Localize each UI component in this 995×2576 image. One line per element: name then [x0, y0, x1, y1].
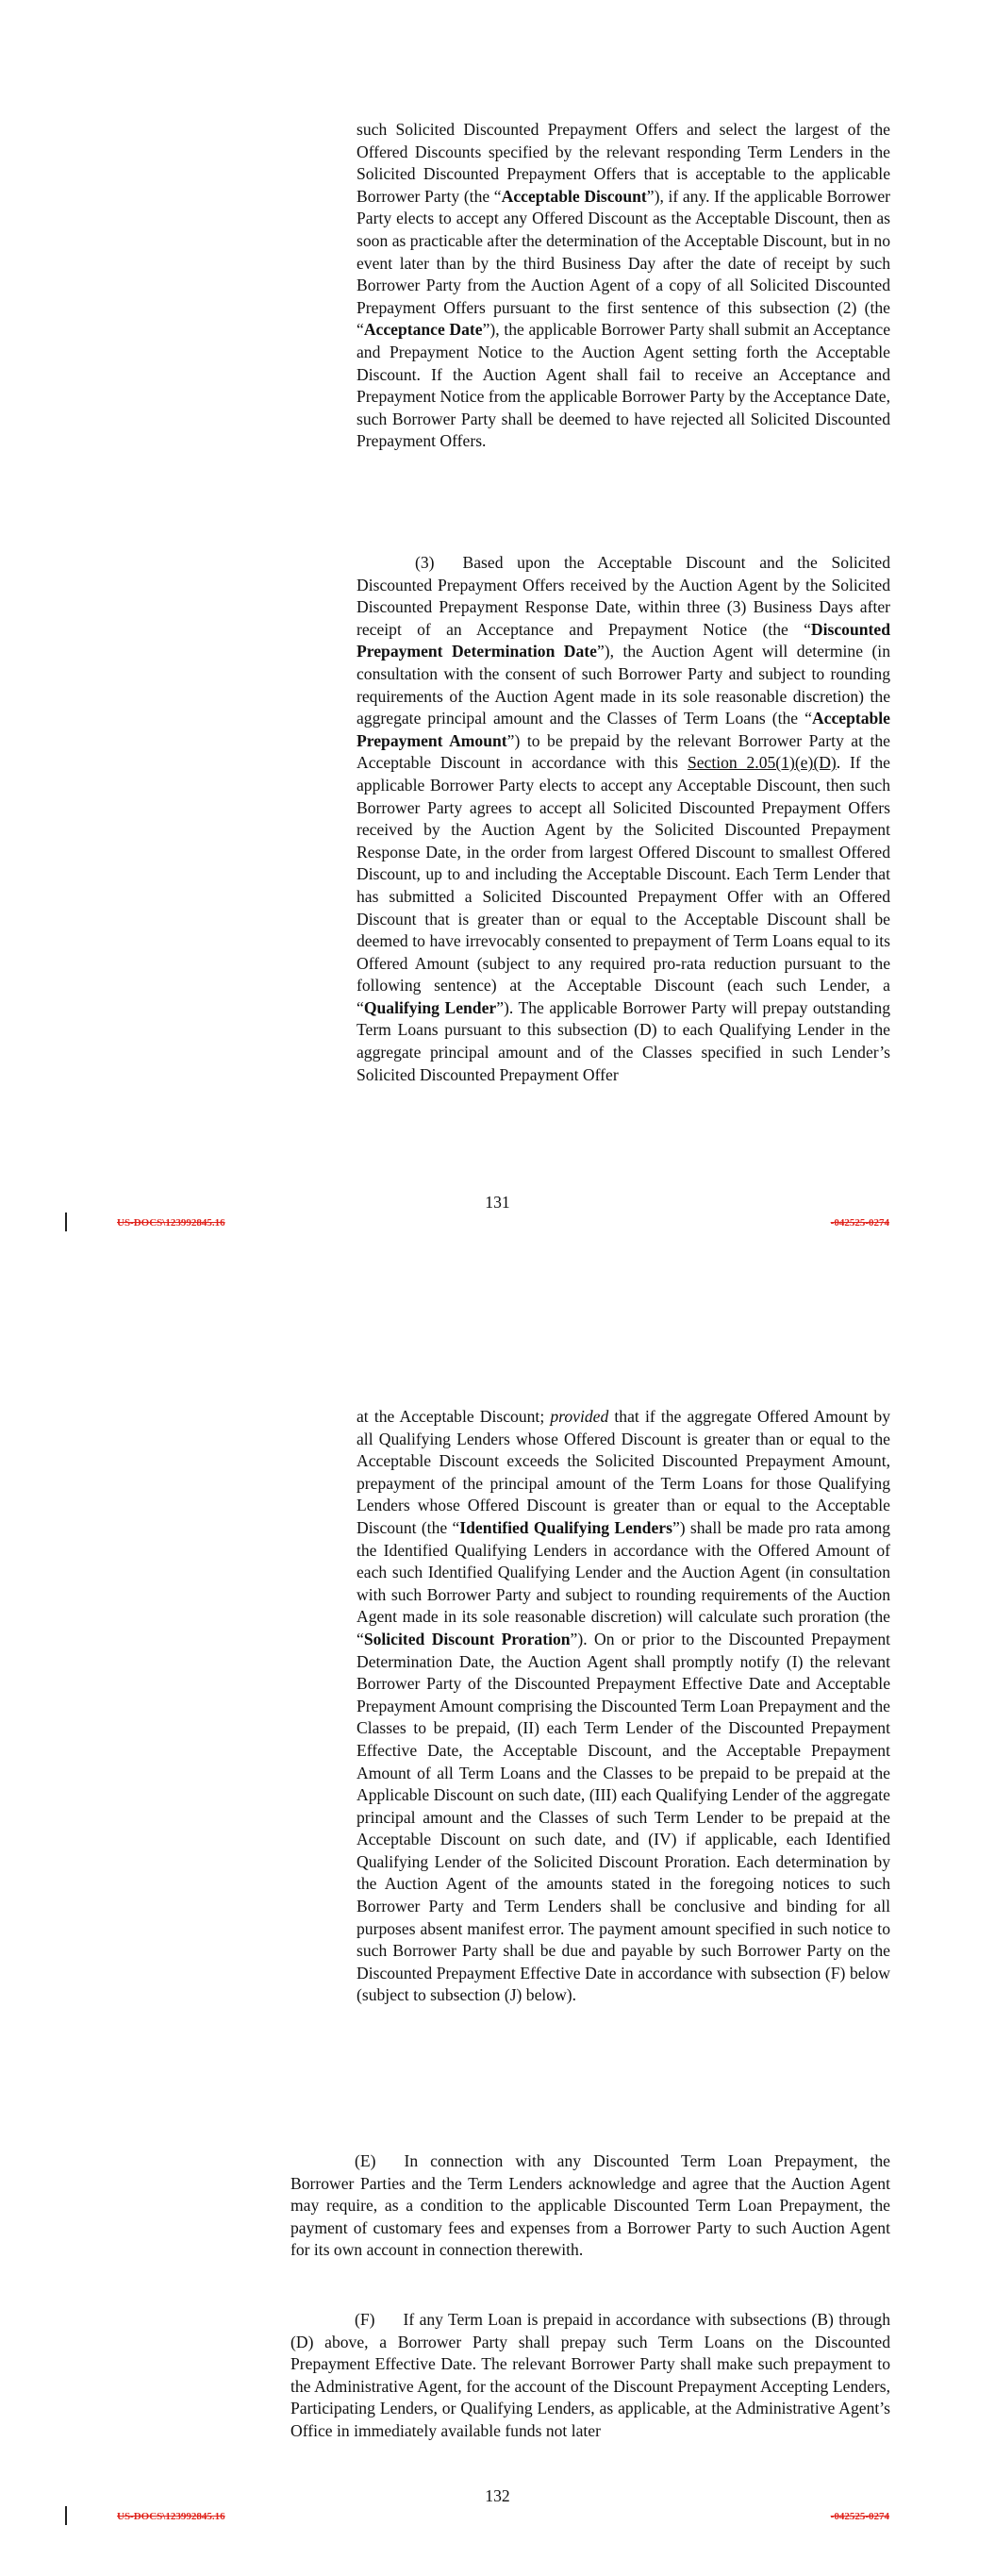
footer-matter-strike: -042525-0274	[830, 2511, 889, 2522]
page-132	[0, 1283, 995, 2576]
footer-matter-strike: -042525-0274	[830, 1217, 889, 1229]
text-run: In connection with any Discounted Term Loan Prepayment, the Borrower Parties and the Term Lenders acknowledge and agree that the Auction Agent may require, as a condition to the applicable Discounted Term Loan Prepayment, the payment of customary fees and expenses from a Borrower Party to such Auction Agent for its own account in connection therewith.	[290, 2151, 890, 2260]
section-reference: Section 2.05(1)(e)(D)	[687, 753, 837, 773]
text-run: ”), the applicable Borrower Party shall submit an Acceptance and Prepayment Notice to the Auction Agent setting forth the Acceptable Discount. If the Auction Agent shall fail to receive an Acceptance and Prepayment Notice from the applicable Borrower Party by the Acceptance Date, such Borrower Party shall be deemed to have rejected all Solicited Discounted Prepayment Offers.	[357, 320, 890, 451]
text-run: If any Term Loan is prepaid in accordance with subsections (B) through (D) above, a Borrower Party shall prepay such Term Loans on the Discounted Prepayment Effective Date. The relevant Borrower Party shall make such prepayment to the Administrative Agent, for the account of the Discount Prepayment Accepting Lenders, Participating Lenders, or Qualifying Lenders, as applicable, at the Administrative Agent’s Office in immediately available funds not later	[290, 2310, 890, 2440]
footer-doc-id: US-DOCS\123992845.16	[117, 2511, 225, 2522]
paragraph-E	[290, 2150, 890, 2262]
page-number: 132	[485, 2486, 510, 2505]
text-run: ”), the Auction Agent will determine (in consultation with the consent of such Borrower Party and subject to rounding requirements of the Auction Agent made in its sole reasonable discretion) the aggregate principal amount and the Classes of Term Loans (the “	[357, 642, 890, 728]
text-run: ”). The applicable Borrower Party will prepay outstanding Term Loans pursuant to this subsection (D) to each Qualifying Lender in the aggregate principal amount and of the Classes specified in such Lender’s Solicited Discounted Prepayment Offer	[357, 997, 890, 1084]
defined-term: Acceptable Discount	[501, 186, 647, 206]
paragraph-proration	[357, 1406, 890, 2007]
footer-matter-number	[831, 2511, 889, 2522]
clause-number: (F)	[355, 2310, 375, 2329]
defined-term: Qualifying Lender	[363, 997, 497, 1017]
text-run: Based upon the Acceptable Discount and the Solicited Discounted Prepayment Offers received by the Auction Agent by the Solicited Discounted Prepayment Response Date, within three (3) Business Days after receipt of an Acceptance and Prepayment Notice (the “	[357, 553, 890, 639]
text-run: ”). On or prior to the Discounted Prepayment Determination Date, the Auction Agent shall promptly notify (I) the relevant Borrower Party of the Discounted Prepayment Effective Date and Acceptable Prepayment Amount comprising the Discounted Term Loan Prepayment and the Classes to be prepaid, (II) each Term Lender of the Discounted Prepayment Effective Date, the Acceptable Discount, and the Acceptable Prepayment Amount of all Term Loans and the Classes to be prepaid to be prepaid at the Applicable Discount on such date, (III) each Qualifying Lender of the aggregate principal amount and the Classes of such Term Lender to be prepaid at the Acceptable Discount on such date, and (IV) if applicable, each Identified Qualifying Lender of the Solicited Discount Proration. Each determination by the Auction Agent of the amounts stated in the foregoing notices to such Borrower Party and Term Lenders shall be conclusive and binding for all purposes absent manifest error. The payment amount specified in such notice to such Borrower Party shall be due and payable by such Borrower Party on the Discounted Prepayment Effective Date in accordance with subsection (F) below (subject to subsection (J) below).	[357, 1629, 891, 2005]
text-run: ”), if any. If the applicable Borrower Party elects to accept any Offered Discount as the Acceptable Discount, then as soon as practicable after the determination of the Acceptable Discount, but in no event later than by the third Business Day after the date of receipt by such Borrower Party from the Auction Agent of a copy of all Solicited Discounted Prepayment Offers pursuant to the first sentence of this subsection (2) (the “	[357, 186, 890, 340]
clause-number: (E)	[355, 2151, 376, 2170]
text-run: ”) to be prepaid by the relevant Borrower Party at the Acceptable Discount in accordance with this	[357, 730, 890, 773]
page-131	[0, 0, 995, 1283]
footer-matter-number	[831, 1217, 889, 1229]
text-run: at the Acceptable Discount;	[357, 1407, 551, 1426]
defined-term: Identified Qualifying Lenders	[459, 1517, 672, 1537]
paragraph-acceptable-discount	[357, 119, 890, 453]
text-run: ”) shall be made pro rata among the Identified Qualifying Lenders in accordance with the Offered Amount of each such Identified Qualifying Lender and the Auction Agent (in consultation with such Borrower Party and subject to rounding requirements of the Auction Agent made in its sole reasonable discretion) will calculate such proration (the “	[357, 1517, 890, 1648]
paragraph-3	[357, 552, 890, 1086]
text-run: such Solicited Discounted Prepayment Offers and select the largest of the Offered Discounts specified by the relevant responding Term Lenders in the Solicited Discounted Prepayment Offers that is acceptable to the applicable Borrower Party (the “	[357, 120, 890, 206]
text-run: . If the applicable Borrower Party elects to accept any Acceptable Discount, then such Borrower Party agrees to accept all Solicited Discounted Prepayment Offers received by the Auction Agent by the Solicited Discounted Prepayment Response Date, in the order from largest Offered Discount to smallest Offered Discount, up to and including the Acceptable Discount. Each Term Lender that has submitted a Solicited Discounted Prepayment Offer with an Offered Discount that is greater than or equal to the Acceptable Discount shall be deemed to have irrevocably consented to prepayment of Term Loans equal to its Offered Amount (subject to any required pro-rata reduction pursuant to the following sentence) at the Acceptable Discount (each such Lender, a “	[357, 753, 890, 1017]
text-run: that if the aggregate Offered Amount by all Qualifying Lenders whose Offered Discount is greater than or equal to the Acceptable Discount exceeds the Solicited Discounted Prepayment Amount, prepayment of the principal amount of the Term Loans for those Qualifying Lenders whose Offered Discount is greater than or equal to the Acceptable Discount (the “	[357, 1407, 890, 1537]
clause-number: (3)	[415, 553, 435, 572]
defined-term: Acceptance Date	[363, 320, 483, 340]
paragraph-F	[290, 2309, 890, 2443]
italic-term: provided	[550, 1407, 609, 1426]
defined-term: Solicited Discount Proration	[363, 1629, 571, 1648]
change-bar	[65, 2506, 67, 2525]
defined-term: Discounted Prepayment Determination Date	[357, 619, 890, 661]
page-number: 131	[485, 1193, 510, 1212]
change-bar	[65, 1213, 67, 1231]
footer-doc-id: US-DOCS\123992845.16	[117, 1217, 225, 1229]
defined-term: Acceptable Prepayment Amount	[357, 709, 890, 750]
